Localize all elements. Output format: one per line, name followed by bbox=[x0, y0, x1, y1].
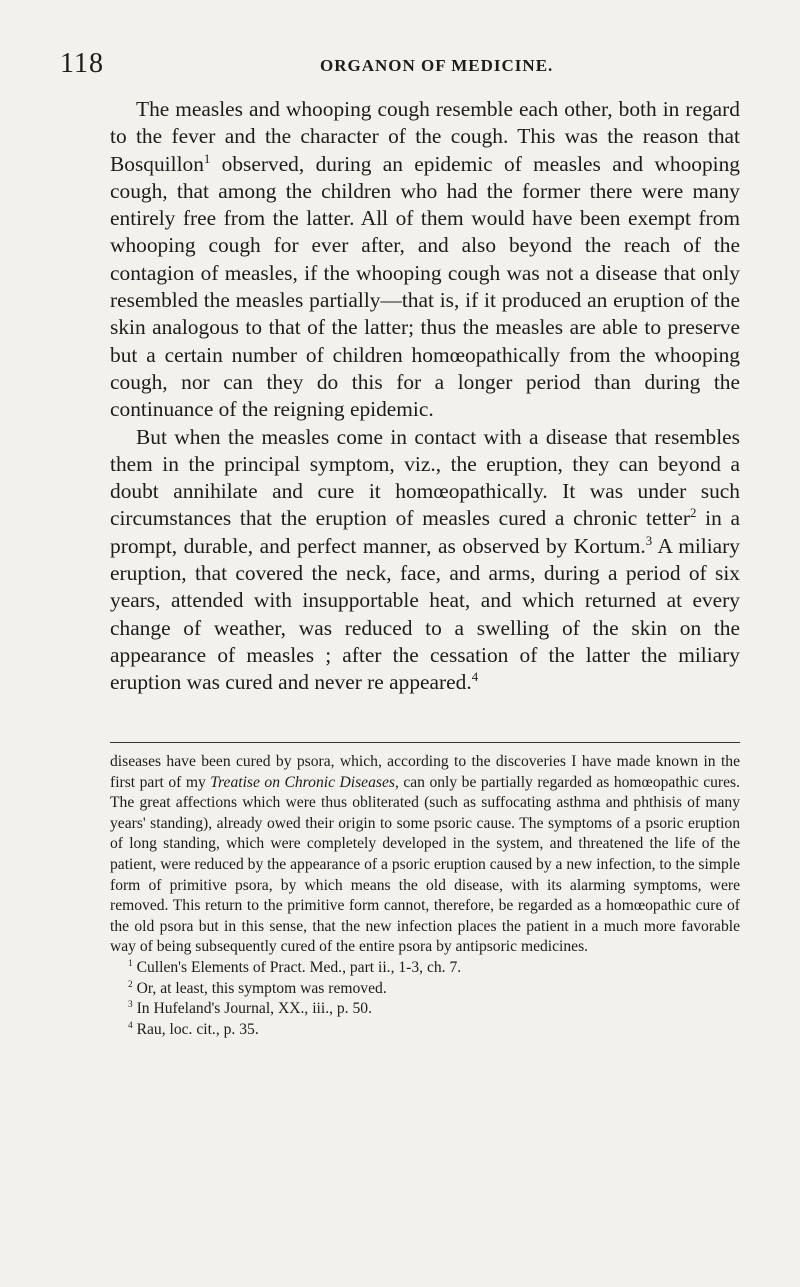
paragraph-2: But when the measles come in contact with a disease that resembles them in the principal symptom, viz., the eruption, they can beyond a doubt annihilate and cure it homœopathically. It was under such circumstances that the eruption of measles cured a chronic tetter$^2$ in a prompt, durable, and perfect manner, as observed by Kortum.$^3$ A miliary eruption, that covered the neck, face, and arms, during a period of six years, attended with insupportable heat, and which returned at every change of weather, was reduced to a swelling of the skin on the appearance of measles ; after the cessation of the latter the miliary eruption was cured and never re appeared.$^4$ bbox=[110, 424, 741, 695]
footnote-ref-2[interactable]: 2 bbox=[689, 506, 697, 521]
footnote-2: $^2$ Or, at least, this symptom was removed. bbox=[128, 979, 387, 997]
footnotes bbox=[110, 752, 740, 1040]
footnote-4: $^4$ Rau, loc. cit., p. 35. bbox=[128, 1020, 259, 1038]
footnote-ref-1[interactable]: 1 bbox=[203, 151, 211, 166]
footnote-continuation: diseases have been cured by psora, which, according to the discoveries I have made known in the first part of my Treatise on Chronic Diseases, can only be partially regarded as homœopathic cures. The great affections which were thus obliterated (such as suffocating asthma and phthisis of many years' standing), already owed their origin to some psoric cause. The symptoms of a psoric eruption of long standing, which were completely developed in the system, and threatened the life of the patient, were reduced by the appearance of a psoric eruption caused by a new infection, to the simple form of primitive psora, by which means the old disease, with its alarming symptoms, were removed. This return to the primitive form cannot, therefore, be regarded as a homœopathic cure of the old psora but in this sense, that the new infection places the patient in a much more favorable way of being subsequently cured of the entire psora by antipsoric medicines. bbox=[110, 753, 741, 956]
footnote-1: $^1$ Cullen's Elements of Pract. Med., part ii., 1-3, ch. 7. bbox=[128, 958, 462, 976]
paragraph-1: The measles and whooping cough resemble each other, both in regard to the fever and the character of the cough. This was the reason that Bosquillon$^1$ observed, during an epidemic of measles and whooping cough, that among the children who had the former there were many entirely free from the latter. All of them would have been exempt from whooping cough for ever after, and also beyond the reach of the contagion of measles, if the whooping cough was not a disease that only resembled the measles partially—that is, if it produced an eruption of the skin analogous to that of the latter; thus the measles are able to preserve but a certain number of children homœopathically from the whooping cough, nor can they do this for a longer period than during the continuance of the reigning epidemic. bbox=[110, 97, 740, 422]
footnote-divider bbox=[110, 742, 740, 743]
footnote-ref-4[interactable]: 4 bbox=[471, 670, 479, 685]
footnote-ref-3[interactable]: 3 bbox=[645, 533, 653, 548]
page-number: 118 bbox=[60, 48, 104, 79]
running-title: ORGANON OF MEDICINE. bbox=[320, 56, 554, 75]
footnote-3: $^3$ In Hufeland's Journal, XX., iii., p. 50. bbox=[128, 999, 372, 1018]
book-title: Treatise on Chronic Diseases bbox=[210, 773, 395, 791]
main-text bbox=[110, 96, 740, 697]
